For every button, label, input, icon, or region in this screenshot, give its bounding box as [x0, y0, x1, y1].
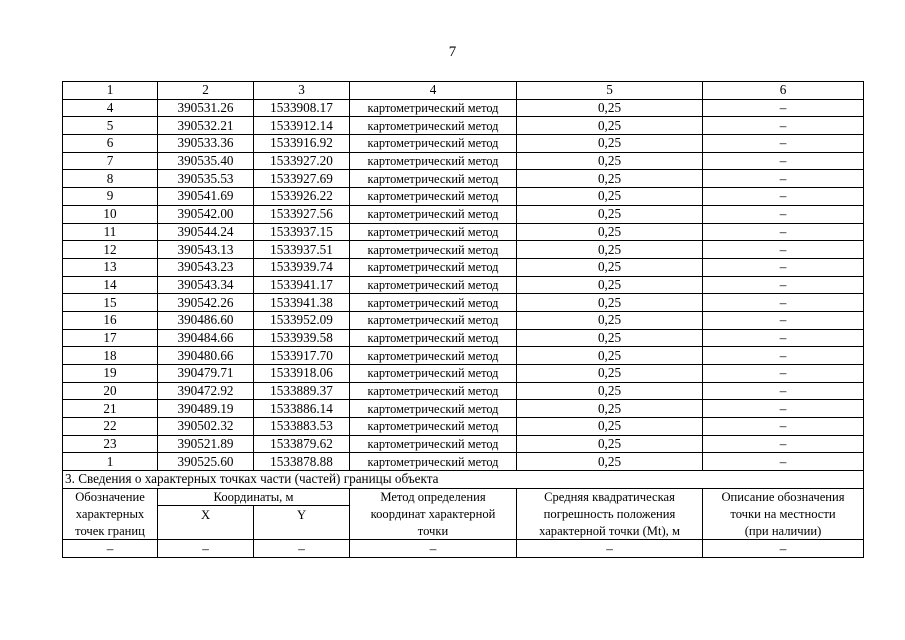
cell-y: 1533883.53: [254, 418, 350, 436]
cell-point-number: 10: [63, 205, 158, 223]
cell-method: картометрический метод: [350, 418, 517, 436]
header-coordinate-y: Y: [254, 506, 350, 523]
cell-accuracy: 0,25: [517, 170, 703, 188]
cell-accuracy: 0,25: [517, 152, 703, 170]
cell-method: картометрический метод: [350, 453, 517, 471]
cell-description: –: [703, 170, 864, 188]
header-designation: точек границ: [63, 523, 158, 540]
cell-description: –: [703, 365, 864, 383]
cell-y: 1533926.22: [254, 188, 350, 206]
cell-point-number: 6: [63, 135, 158, 153]
cell-accuracy: 0,25: [517, 329, 703, 347]
cell-method: картометрический метод: [350, 258, 517, 276]
cell-y: 1533916.92: [254, 135, 350, 153]
cell-y: 1533927.69: [254, 170, 350, 188]
section-title-row: [63, 471, 864, 489]
cell-x: 390543.13: [158, 241, 254, 259]
cell-x: 390535.53: [158, 170, 254, 188]
cell-point-number: 16: [63, 311, 158, 329]
cell-description: –: [703, 453, 864, 471]
cell-point-number: 9: [63, 188, 158, 206]
cell-description: –: [703, 135, 864, 153]
header-designation: Обозначение: [63, 488, 158, 506]
cell-y: –: [254, 540, 350, 558]
cell-accuracy: 0,25: [517, 135, 703, 153]
cell-description: –: [703, 117, 864, 135]
header-coordinate-x-blank: [158, 523, 254, 540]
cell-accuracy: 0,25: [517, 418, 703, 436]
cell-x: 390525.60: [158, 453, 254, 471]
cell-accuracy: 0,25: [517, 435, 703, 453]
cell-description: –: [703, 400, 864, 418]
header-method: Метод определения: [350, 488, 517, 506]
cell-description: –: [703, 294, 864, 312]
cell-accuracy: 0,25: [517, 223, 703, 241]
section-data-row: [63, 540, 864, 558]
column-number-row: [63, 82, 864, 100]
cell-method: картометрический метод: [350, 205, 517, 223]
cell-description: –: [703, 223, 864, 241]
cell-method: картометрический метод: [350, 294, 517, 312]
header-accuracy: Средняя квадратическая: [517, 488, 703, 506]
cell-description: –: [703, 382, 864, 400]
table-row: [63, 453, 864, 471]
table-row: [63, 223, 864, 241]
cell-method: картометрический метод: [350, 99, 517, 117]
cell-point-number: 21: [63, 400, 158, 418]
header-accuracy: характерной точки (Mt), м: [517, 523, 703, 540]
cell-accuracy: 0,25: [517, 453, 703, 471]
table-row: [63, 152, 864, 170]
cell-description: –: [703, 418, 864, 436]
cell-point-number: 12: [63, 241, 158, 259]
header-method: координат характерной: [350, 506, 517, 523]
cell-y: 1533937.51: [254, 241, 350, 259]
header-description: точки на местности: [703, 506, 864, 523]
cell-x: 390479.71: [158, 365, 254, 383]
cell-y: 1533912.14: [254, 117, 350, 135]
cell-description: –: [703, 241, 864, 259]
header-coordinate-x: X: [158, 506, 254, 523]
cell-method: –: [350, 540, 517, 558]
cell-point-number: 4: [63, 99, 158, 117]
cell-x: 390484.66: [158, 329, 254, 347]
cell-x: 390541.69: [158, 188, 254, 206]
cell-description: –: [703, 152, 864, 170]
cell-method: картометрический метод: [350, 347, 517, 365]
table-row: [63, 241, 864, 259]
header-accuracy: погрешность положения: [517, 506, 703, 523]
cell-y: 1533927.56: [254, 205, 350, 223]
cell-point-number: 23: [63, 435, 158, 453]
cell-method: картометрический метод: [350, 241, 517, 259]
cell-x: 390489.19: [158, 400, 254, 418]
column-number: 2: [158, 82, 254, 100]
cell-y: 1533939.74: [254, 258, 350, 276]
cell-accuracy: 0,25: [517, 241, 703, 259]
section-header-row: [63, 488, 864, 506]
cell-method: картометрический метод: [350, 311, 517, 329]
boundary-points-table: [62, 81, 864, 558]
cell-y: 1533918.06: [254, 365, 350, 383]
cell-description: –: [703, 188, 864, 206]
cell-accuracy: 0,25: [517, 365, 703, 383]
cell-accuracy: 0,25: [517, 347, 703, 365]
cell-point-number: 11: [63, 223, 158, 241]
cell-point-number: 13: [63, 258, 158, 276]
table-row: [63, 400, 864, 418]
header-coordinates: Координаты, м: [158, 488, 350, 506]
table-row: [63, 188, 864, 206]
cell-y: 1533952.09: [254, 311, 350, 329]
cell-accuracy: 0,25: [517, 294, 703, 312]
table-row: [63, 99, 864, 117]
cell-x: 390543.23: [158, 258, 254, 276]
column-number: 3: [254, 82, 350, 100]
cell-method: картометрический метод: [350, 329, 517, 347]
table-row: [63, 311, 864, 329]
cell-x: 390502.32: [158, 418, 254, 436]
cell-y: 1533917.70: [254, 347, 350, 365]
cell-accuracy: 0,25: [517, 382, 703, 400]
table-row: [63, 382, 864, 400]
cell-x: 390480.66: [158, 347, 254, 365]
header-description: (при наличии): [703, 523, 864, 540]
column-number: 5: [517, 82, 703, 100]
cell-method: картометрический метод: [350, 276, 517, 294]
cell-y: 1533908.17: [254, 99, 350, 117]
table-row: [63, 276, 864, 294]
cell-method: картометрический метод: [350, 400, 517, 418]
cell-x: 390544.24: [158, 223, 254, 241]
cell-y: 1533939.58: [254, 329, 350, 347]
cell-method: картометрический метод: [350, 435, 517, 453]
cell-x: 390543.34: [158, 276, 254, 294]
cell-y: 1533941.17: [254, 276, 350, 294]
cell-designation: –: [63, 540, 158, 558]
cell-x: –: [158, 540, 254, 558]
cell-x: 390542.26: [158, 294, 254, 312]
table-row: [63, 294, 864, 312]
section-title: 3. Сведения о характерных точках части (частей) границы объекта: [63, 471, 864, 489]
cell-y: 1533879.62: [254, 435, 350, 453]
table-row: [63, 418, 864, 436]
column-number: 6: [703, 82, 864, 100]
cell-accuracy: 0,25: [517, 311, 703, 329]
table-row: [63, 135, 864, 153]
cell-description: –: [703, 276, 864, 294]
cell-description: –: [703, 99, 864, 117]
cell-x: 390486.60: [158, 311, 254, 329]
cell-y: 1533927.20: [254, 152, 350, 170]
table-row: [63, 258, 864, 276]
table-row: [63, 435, 864, 453]
header-coordinate-y-blank: [254, 523, 350, 540]
cell-accuracy: 0,25: [517, 117, 703, 135]
cell-description: –: [703, 347, 864, 365]
cell-x: 390531.26: [158, 99, 254, 117]
cell-description: –: [703, 311, 864, 329]
column-number: 4: [350, 82, 517, 100]
header-description: Описание обозначения: [703, 488, 864, 506]
cell-point-number: 20: [63, 382, 158, 400]
cell-x: 390521.89: [158, 435, 254, 453]
cell-method: картометрический метод: [350, 135, 517, 153]
cell-point-number: 22: [63, 418, 158, 436]
header-method: точки: [350, 523, 517, 540]
cell-y: 1533937.15: [254, 223, 350, 241]
cell-method: картометрический метод: [350, 170, 517, 188]
cell-point-number: 14: [63, 276, 158, 294]
cell-description: –: [703, 205, 864, 223]
table-row: [63, 347, 864, 365]
cell-point-number: 5: [63, 117, 158, 135]
table-row: [63, 365, 864, 383]
cell-point-number: 18: [63, 347, 158, 365]
header-designation: характерных: [63, 506, 158, 523]
cell-point-number: 15: [63, 294, 158, 312]
cell-x: 390535.40: [158, 152, 254, 170]
cell-description: –: [703, 329, 864, 347]
cell-accuracy: 0,25: [517, 205, 703, 223]
column-number: 1: [63, 82, 158, 100]
cell-x: 390472.92: [158, 382, 254, 400]
page-number: 7: [448, 44, 457, 60]
cell-method: картометрический метод: [350, 117, 517, 135]
cell-accuracy: 0,25: [517, 276, 703, 294]
cell-accuracy: 0,25: [517, 258, 703, 276]
cell-point-number: 19: [63, 365, 158, 383]
cell-accuracy: 0,25: [517, 400, 703, 418]
cell-method: картометрический метод: [350, 223, 517, 241]
cell-y: 1533889.37: [254, 382, 350, 400]
cell-method: картометрический метод: [350, 152, 517, 170]
cell-point-number: 7: [63, 152, 158, 170]
section-header-row: [63, 523, 864, 540]
cell-accuracy: 0,25: [517, 188, 703, 206]
cell-accuracy: 0,25: [517, 99, 703, 117]
table-row: [63, 205, 864, 223]
section-header-row: [63, 506, 864, 523]
table-row: [63, 170, 864, 188]
table-row: [63, 117, 864, 135]
cell-description: –: [703, 258, 864, 276]
cell-y: 1533886.14: [254, 400, 350, 418]
cell-accuracy: –: [517, 540, 703, 558]
cell-y: 1533941.38: [254, 294, 350, 312]
cell-x: 390533.36: [158, 135, 254, 153]
table-row: [63, 329, 864, 347]
cell-point-number: 1: [63, 453, 158, 471]
cell-x: 390542.00: [158, 205, 254, 223]
cell-description: –: [703, 540, 864, 558]
cell-x: 390532.21: [158, 117, 254, 135]
cell-point-number: 8: [63, 170, 158, 188]
cell-y: 1533878.88: [254, 453, 350, 471]
cell-description: –: [703, 435, 864, 453]
cell-method: картометрический метод: [350, 188, 517, 206]
cell-method: картометрический метод: [350, 365, 517, 383]
cell-method: картометрический метод: [350, 382, 517, 400]
cell-point-number: 17: [63, 329, 158, 347]
